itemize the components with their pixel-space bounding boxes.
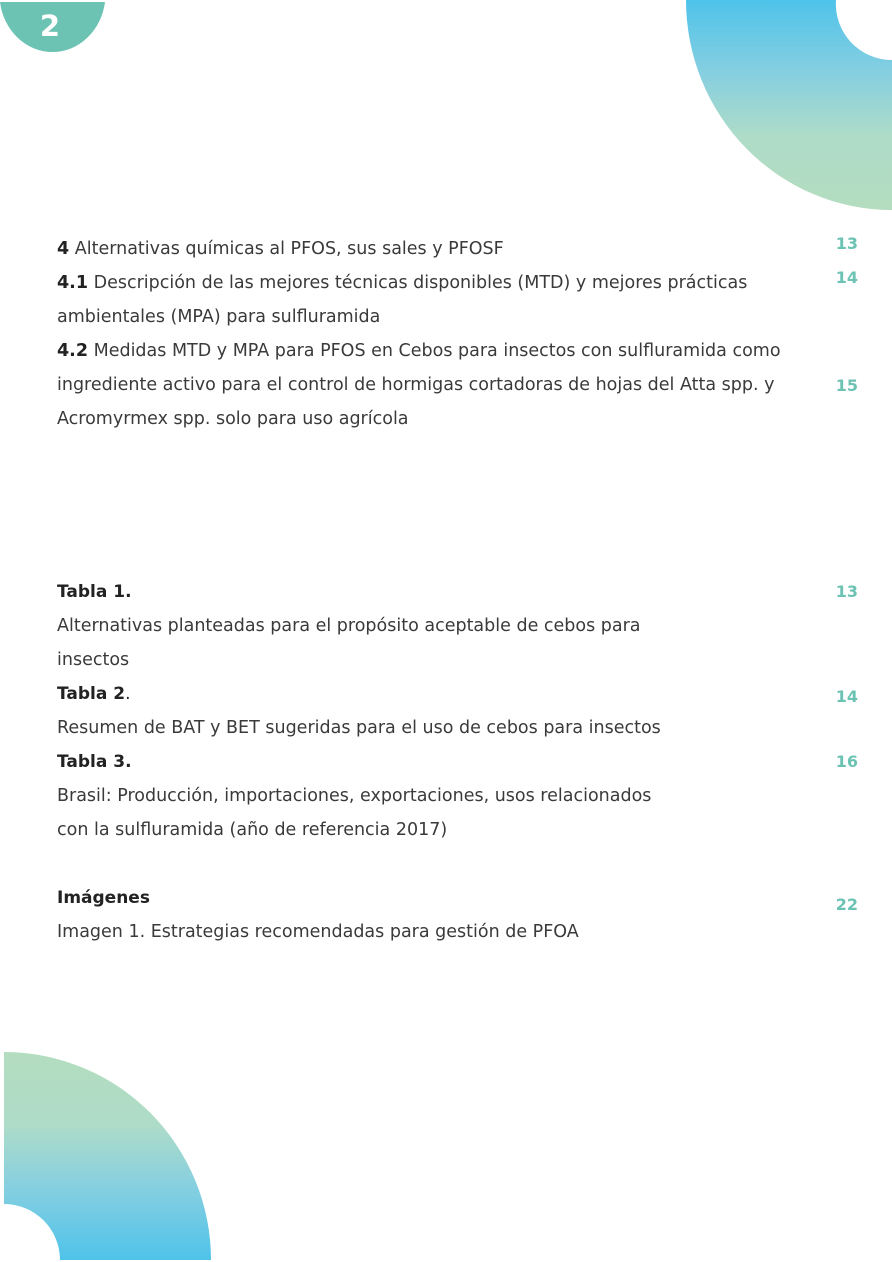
toc-entry-4-2-continued[interactable] bbox=[57, 402, 797, 436]
page-number-badge bbox=[0, 0, 105, 60]
toc-entry-number: 4.1 bbox=[57, 273, 89, 293]
toc-entry-4[interactable] bbox=[57, 232, 797, 266]
toc-entry-4-1-continued[interactable] bbox=[57, 300, 797, 334]
table-2-description: Resumen de BAT y BET sugeridas para el uso de cebos para insectos bbox=[57, 718, 661, 738]
toc-entry-title: Descripción de las mejores técnicas disponibles (MTD) y mejores prácticas bbox=[93, 273, 748, 293]
toc-entry-title: Alternativas químicas al PFOS, sus sales y PFOSF bbox=[74, 239, 504, 259]
table-3-heading[interactable] bbox=[57, 750, 132, 774]
table-label: Tabla 1. bbox=[57, 582, 132, 602]
toc-entry-4-2[interactable] bbox=[57, 334, 797, 368]
table-1-page-number[interactable]: 13 bbox=[835, 582, 858, 601]
table-1-description-continued: insectos bbox=[57, 650, 130, 670]
toc-page-number[interactable]: 14 bbox=[835, 268, 858, 287]
table-2-heading[interactable] bbox=[57, 682, 131, 706]
toc-entry-title-continued: ingrediente activo para el control de hormigas cortadoras de hojas del Atta spp. y bbox=[57, 375, 775, 395]
image-1-entry[interactable]: Imagen 1. Estrategias recomendadas para gestión de PFOA bbox=[57, 922, 579, 942]
image-1-page-number[interactable]: 22 bbox=[835, 895, 858, 914]
table-label: Tabla 3. bbox=[57, 752, 132, 772]
table-2-page-number[interactable]: 14 bbox=[835, 687, 858, 706]
table-label: Tabla 2 bbox=[57, 684, 126, 704]
toc-page-number[interactable]: 13 bbox=[835, 234, 858, 253]
toc-entry-title: Medidas MTD y MPA para PFOS en Cebos para insectos con sulfluramida como bbox=[93, 341, 781, 361]
table-label-suffix: . bbox=[125, 684, 131, 704]
toc-entry-title-continued: Acromyrmex spp. solo para uso agrícola bbox=[57, 409, 409, 429]
table-1-description: Alternativas planteadas para el propósito aceptable de cebos para bbox=[57, 616, 641, 636]
table-1-heading[interactable] bbox=[57, 580, 132, 604]
toc-entry-4-1[interactable] bbox=[57, 266, 797, 300]
top-right-decoration bbox=[686, 0, 892, 210]
toc-page-number[interactable]: 15 bbox=[835, 376, 858, 395]
toc-entry-number: 4.2 bbox=[57, 341, 89, 361]
toc-entry-number: 4 bbox=[57, 239, 70, 259]
table-3-page-number[interactable]: 16 bbox=[835, 752, 858, 771]
page-number: 2 bbox=[39, 9, 61, 43]
table-3-description-continued: con la sulfluramida (año de referencia 2017) bbox=[57, 820, 448, 840]
toc-entry-title-continued: ambientales (MPA) para sulfluramida bbox=[57, 307, 381, 327]
images-heading: Imágenes bbox=[57, 888, 150, 908]
toc-entry-4-2-continued[interactable] bbox=[57, 368, 797, 402]
bottom-left-decoration bbox=[4, 1052, 211, 1260]
table-3-description: Brasil: Producción, importaciones, exportaciones, usos relacionados bbox=[57, 786, 652, 806]
